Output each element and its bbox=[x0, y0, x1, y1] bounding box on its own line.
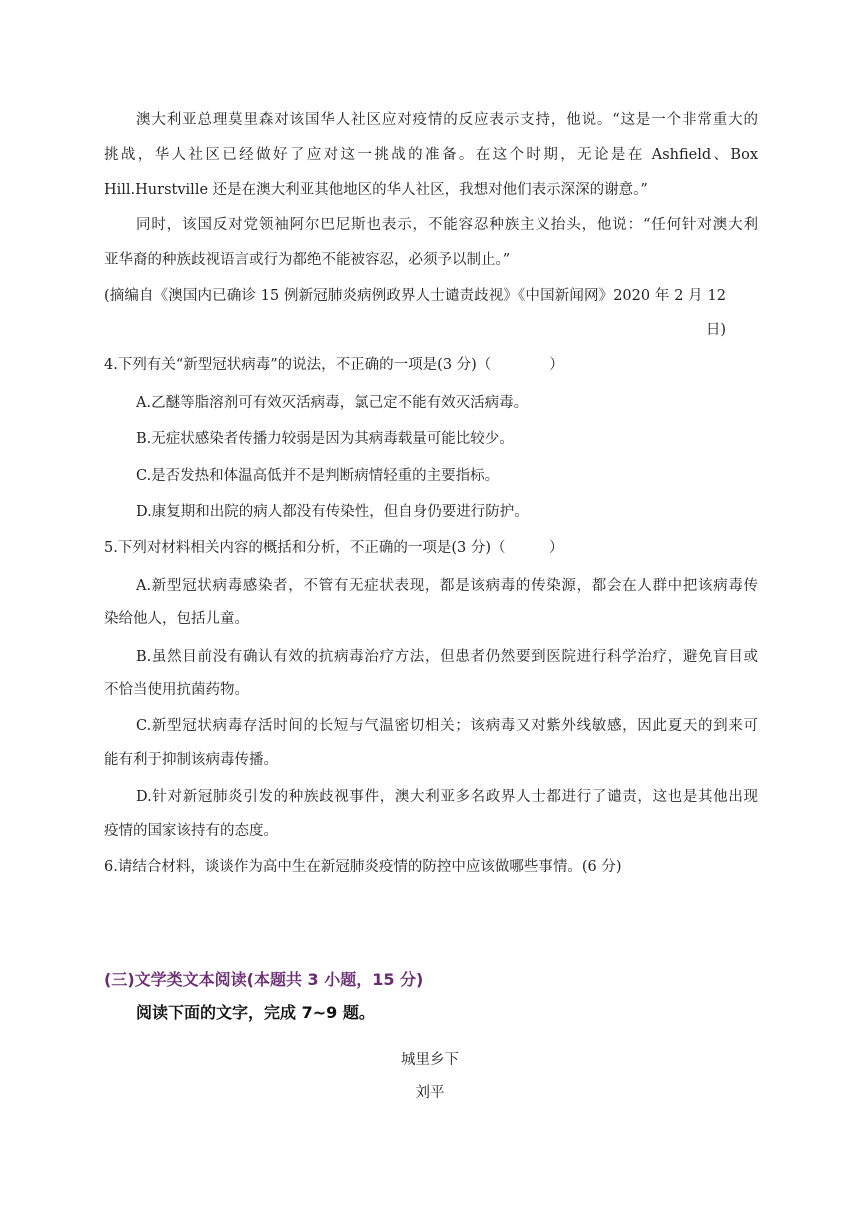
passage-p1-line2: 挑战，华人社区已经做好了应对这一挑战的准备。在这个时期，无论是在 Ashfield、Box bbox=[104, 147, 758, 163]
question-6-stem: 6.请结合材料，谈谈作为高中生在新冠肺炎疫情的防控中应该做哪些事情。(6 分) bbox=[104, 859, 622, 875]
section-instruction: 阅读下面的文字，完成 7~9 题。 bbox=[136, 1003, 375, 1022]
question-4-option-c: C.是否发热和体温高低并不是判断病情轻重的主要指标。 bbox=[136, 468, 500, 484]
source-citation-line1: (摘编自《澳国内已确诊 15 例新冠肺炎病例政界人士谴责歧视》《中国新闻网》2020 年 2 月 12 bbox=[104, 288, 726, 304]
question-4-stem: 4.下列有关“新型冠状病毒”的说法，不正确的一项是(3 分)（ ） bbox=[104, 357, 564, 373]
story-author: 刘平 bbox=[415, 1085, 445, 1101]
question-4-option-a: A.乙醚等脂溶剂可有效灭活病毒，氯己定不能有效灭活病毒。 bbox=[136, 395, 529, 411]
passage-p1-line3: Hill.Hurstville 还是在澳大利亚其他地区的华人社区，我想对他们表示深深的谢意。” bbox=[104, 182, 648, 198]
question-4-option-b: B.无症状感染者传播力较弱是因为其病毒载量可能比较少。 bbox=[136, 431, 514, 447]
question-5-option-b-line1: B.虽然目前没有确认有效的抗病毒治疗方法，但患者仍然要到医院进行科学治疗，避免盲目或 bbox=[136, 649, 758, 665]
question-5-stem: 5.下列对材料相关内容的概括和分析，不正确的一项是(3 分)（ ） bbox=[104, 540, 564, 556]
question-5-option-d-line1: D.针对新冠肺炎引发的种族歧视事件，澳大利亚多名政界人士都进行了谴责，这也是其他出现 bbox=[136, 789, 758, 805]
passage-p2-line1: 同时，该国反对党领袖阿尔巴尼斯也表示，不能容忍种族主义抬头，他说：“任何针对澳大利 bbox=[136, 217, 758, 233]
question-4-option-d: D.康复期和出院的病人都没有传染性，但自身仍要进行防护。 bbox=[136, 504, 529, 520]
question-5-option-c-line1: C.新型冠状病毒存活时间的长短与气温密切相关；该病毒又对紫外线敏感，因此夏天的到来可 bbox=[136, 718, 758, 734]
passage-p2-line2: 亚华裔的种族歧视语言或行为都绝不能被容忍，必须予以制止。” bbox=[104, 252, 511, 268]
question-5-option-c-line2: 能有利于抑制该病毒传播。 bbox=[104, 752, 278, 768]
section-heading: (三)文学类文本阅读(本题共 3 小题，15 分) bbox=[104, 970, 424, 989]
question-5-option-a-line1: A.新型冠状病毒感染者，不管有无症状表现，都是该病毒的传染源，都会在人群中把该病毒传 bbox=[136, 578, 758, 594]
question-5-option-b-line2: 不恰当使用抗菌药物。 bbox=[104, 682, 249, 698]
question-5-option-a-line2: 染给他人，包括儿童。 bbox=[104, 611, 249, 627]
question-5-option-d-line2: 疫情的国家该持有的态度。 bbox=[104, 823, 278, 839]
source-citation-line2: 日) bbox=[705, 322, 726, 338]
story-title: 城里乡下 bbox=[401, 1052, 459, 1068]
passage-p1-line1: 澳大利亚总理莫里森对该国华人社区应对疫情的反应表示支持，他说。“这是一个非常重大的 bbox=[136, 112, 758, 128]
